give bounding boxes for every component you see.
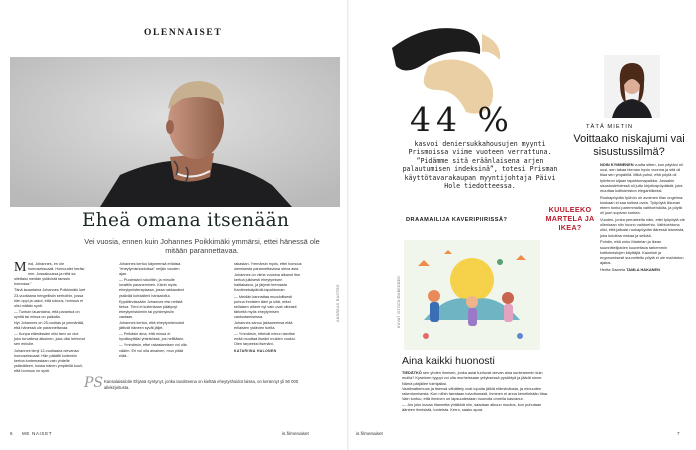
paragraph: — Kunpa elämässäni olisi tarvi on olut joku turvaileva aikuinen, joka olisi kertonut sen minulle. bbox=[14, 332, 85, 347]
paragraph: Ruokapöydän työhön on avoimen tilan ongelma: koskaan ei saa sulkea ovea. Työpöytä ikkunan eteen tuntui paremmalta vaihtoehdolta, ja pöytä oli juuri sopivan korkea. bbox=[600, 194, 684, 216]
drop-cap: M bbox=[14, 260, 27, 275]
section-label: OLENNAISET bbox=[144, 28, 223, 38]
paragraph: Johannes tienji 12-vuotiaana olevansa homoseksuaali. Hän pääätti kuitenkin kertoa tuntemastaan vain yhdelle ystävälleen, koska hänen ympärillä kuuli, että homous on synti. bbox=[14, 348, 83, 373]
page-number-right: 7 bbox=[677, 431, 680, 436]
column-body bbox=[600, 162, 686, 274]
ps-text: Kansalaisaloite Ehjänä syntynyt, jonka tavoitteena on kieltää eheytyshoidot laissa, on kerännyt yli 50 000 allekirjoitusta. bbox=[104, 379, 299, 390]
paragraph: — Tuntuin lauantaina, että parantua on syntiä tai minua on paikalla. bbox=[14, 309, 80, 319]
statistic-caption: kasvoi deniersukkahousujen myynti Prismoissa viime vuoteen verrattuna. ”Pidämme sitä eräänlaisena arjen palautumisen indeksinä”, totesi Prisman käyttötavarakaupan myyntijohtaja Päivi Hole tiedotteessa. bbox=[402, 140, 558, 191]
paragraph: — Meidän kannattaa muodollisesti puhua ihmisten ääni ja siitä, miksi sellaisen aiheet nyt vain ovat oikeasti tärkeitä myös eheytymisen vastustamisessa. bbox=[234, 294, 297, 319]
big-statistic: 44 % bbox=[410, 100, 514, 139]
magazine-name: ME NAISET bbox=[22, 431, 53, 436]
paragraph: Tänä lauantaina Johannes Poikkimäki luet 23-vuotiaana hengellisiin kerhoihin, jossa hän oppi ja uskoi, että rukous, homous ei olisi mitään synti. bbox=[14, 288, 86, 308]
paragraph: rakastan. Ymmärsin myös, ettei homous olemisesta parannettavissa oleva asia. bbox=[234, 262, 302, 272]
article-body-mid bbox=[402, 370, 552, 412]
illustration-credit: KUVAT ISTOCK/EMBEDDED bbox=[397, 275, 401, 328]
article-headline: Eheä omana itsenään bbox=[82, 210, 290, 231]
paragraph: — Puolestani rukoiltiin, ja minulle luvattiin paraneminen. Kävin myös eheytymisterapiassa, jossa rakkaudeni ystävää kohdalleni hankaloitui. bbox=[119, 278, 185, 298]
ps-mark: PS bbox=[84, 375, 104, 391]
paragraph: Johannes kertoo käyneensä erilaisia "eheytymishoidoissa" neljän vuoden ajan. bbox=[119, 262, 181, 277]
paragraph: — Pelkäsin aina, että minua ei hyväksyttäisi yhteisössä, jos hellitäisin. bbox=[119, 332, 185, 342]
woman-portrait-image bbox=[604, 55, 660, 118]
paragraph: TIEDÄTKÖ sen yhden ihmisen, jonka asiat tuntuvat olevan aina surkeammin kuin muilla? Kyseinen tyyppi voi olla murheissaan yrityksessä pysähtyä ja jäädä sinne. Nämä pärjäilee toimijaiksi. bbox=[402, 370, 543, 386]
article-deck: Vei vuosia, ennen kuin Johannes Poikkimäki ymmärsi, ettei hänessä ole mitään parannettavaa. bbox=[84, 237, 320, 255]
footer-url-left: is.fi/menaiset bbox=[282, 431, 309, 436]
article-title-mid: Aina kaikki huonosti bbox=[402, 355, 495, 367]
portrait-photo bbox=[10, 57, 340, 207]
illustration bbox=[404, 240, 540, 350]
footer-url-right: is.fi/menaiset bbox=[356, 431, 383, 436]
paragraph: Johannes sanoo jaksaneensa elää erilaisten ystävien tuella. bbox=[234, 321, 293, 331]
page-gutter bbox=[347, 0, 349, 450]
paragraph: NOIN KYMMENEN vuotta sitten, kun päytäni oli uusi, sen takaa hieman hyvin vuonna ja sitä oli tilaa sen ympärillä. Mikä puhui, että pöytä oli työnteon sijaan tapahtumapaikka. Jossakin sisustuslehdessä oli juttu kirjoituspöydästä, joka muuttaa kotitoimiston eleganttiseksi. bbox=[600, 162, 683, 194]
photo-credit: ANDREAS RASTRO bbox=[336, 284, 340, 322]
column-title: Voittaako niskajumi vai sisustussilmä? bbox=[573, 133, 685, 158]
paragraph: Johannes on viime vuosina alkanut itse kertoa julkisesti eheytymisen haittakasvu, ja järjesti teemasta Kantimetsäpäivät-tapahtuman. bbox=[234, 273, 301, 293]
paragraph: Hertta Saarela TAMLA HAKANEN bbox=[600, 266, 660, 272]
paragraph: Nyt Johannes on 25-vuotias ja ymmärtää, että hänessä ole parannettavaa. bbox=[14, 321, 85, 331]
author-signature: TAMLA HAKANEN bbox=[626, 266, 660, 272]
people-illustration bbox=[404, 240, 540, 350]
paragraph: — Ymmärsin, ettei rakastamisen voi olla väärin. Eri voi olla ainainen, mun pitää elää... bbox=[119, 343, 187, 358]
paragraph: Pohdin, että onko Martelan ja Ikean suunnittelijoiden kuuneltava tarkemmin kotitoimistojen käyttäjiä. Kauniisti ja ergonomisesti suunniteltu pöytä ei ole mahdoton ajatus. bbox=[600, 239, 684, 266]
paragraph: Eppäilevässään Johannes etsi netistä tietoa. Tieni ei kuitenkaan päätynyt eheytymistoimiin tai pyrkimyksiin vastaan. bbox=[119, 299, 183, 319]
paragraph: Vaatimattomuus ja itsensä vähättely ovat lopulta jälkiä elämänilosta, ja minuuden rakentumisesta. Kun niihin tarrataan toivottomasti, ihminen ei anna kenellekään tilaa. Vain tuntuu, että ihminen on lapsuudestaan huonolla onnella kasvanut. bbox=[402, 385, 548, 402]
article-column-3 bbox=[234, 262, 302, 355]
pull-quote: KUULEEKO MARTELA JA IKEA? bbox=[545, 205, 595, 232]
man-portrait-image bbox=[10, 57, 340, 207]
paragraph: — Jos joku kuvaa tilannetta yhtäkkiä niin, saadaan alkuun muutos, kun puhutaan ääneen ihmisistä, tunteista. Kerro, saako apua. bbox=[402, 401, 542, 413]
lead-in: NOIN KYMMENEN bbox=[600, 162, 634, 167]
ps-note bbox=[84, 375, 304, 397]
paragraph: Vuoden, jonka perusteella näin, ettei työpöytä ole ollenkaan niin huono vaihtoehto. Vaihtoehtona olisi, että jatkaisi ruokapöydän ääressä istumista, joka kuluttaa niskaa ja selkää. bbox=[600, 217, 685, 238]
article-column-2 bbox=[119, 262, 188, 360]
paragraph: Johannes kertoo, että eheytymishoidot jättivät häneen syvät jäljet. bbox=[119, 321, 185, 331]
page-number-left: 6 bbox=[10, 431, 13, 436]
columnist-portrait bbox=[604, 55, 660, 118]
column-label: TÄTÄ MIETIN bbox=[586, 124, 634, 130]
article-byline: KATARIINA HALONEN bbox=[234, 348, 277, 353]
article-column-1 bbox=[14, 262, 86, 375]
article-kicker: DRAAMAILIJA KAVERIPIIRISSÄ? bbox=[406, 217, 508, 223]
lead-in: TIEDÄTKÖ bbox=[402, 370, 422, 375]
paragraph: — Ymmärsin, etteivät minun tarvitse enää muuttaa itseäni muiden vuoksi. Olen tarpeeksi itsenäni. bbox=[234, 332, 296, 347]
paragraph: Mind, Johannes, en ole homoseksuaali. Homoudet heräsi mm. Jossakuussa ja niitä sa ollettaisi meidän ystävistä tanssin homossa.” bbox=[14, 260, 85, 287]
